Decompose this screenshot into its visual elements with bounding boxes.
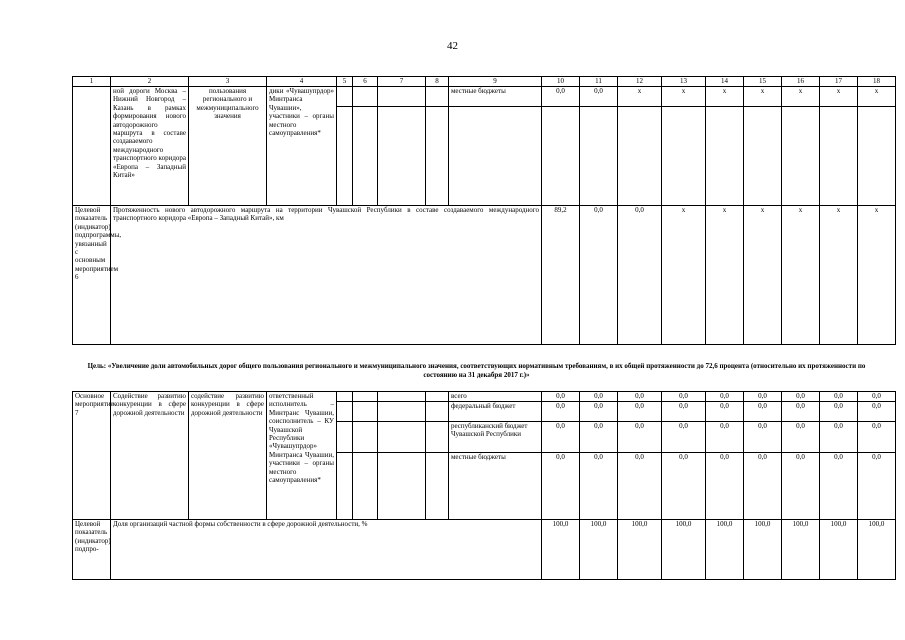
value-cell: 0,0: [580, 453, 618, 520]
col-header: 9: [449, 77, 542, 87]
indicator-text-cell: Протяженность нового автодорожного маршрута на территории Чувашской Республики в составе создаваемого международного транспортного коридора «Европа – Западный Китай», км: [111, 206, 542, 345]
source-cell: местные бюджеты: [449, 453, 542, 520]
value-cell: 0,0: [858, 392, 896, 402]
empty-cell: [426, 87, 449, 107]
value-cell: x: [820, 87, 858, 107]
value-cell: 0,0: [744, 402, 782, 422]
value-cell: x: [744, 206, 782, 345]
event-label-cell: Основное мероприятие 7: [73, 392, 111, 520]
value-cell: 100,0: [662, 520, 706, 580]
empty-cell: [337, 107, 353, 206]
value-cell: 0,0: [820, 422, 858, 453]
empty-cell: [378, 87, 426, 107]
value-cell: x: [820, 206, 858, 345]
label-cell: [73, 87, 111, 206]
table-row: [73, 87, 896, 107]
indicator-label-cell: Целевой показатель (индикатор) подпрограммы, увязанный с основным мероприятием 6: [73, 206, 111, 345]
empty-cell: [426, 453, 449, 520]
value-cell: 0,0: [858, 422, 896, 453]
value-cell: 0,0: [706, 453, 744, 520]
empty-cell: [337, 453, 353, 520]
goal-heading: Цель: «Увеличение доли автомобильных дорог общего пользования регионального и межмуниципального значения, соответствующих нормативным требованиям, в их общей протяженности до 72,6 процента (относительно их протяженности по состоянию на 31 декабря 2017 г.)»: [87, 362, 866, 379]
source-cell: всего: [449, 392, 542, 402]
col-header: 3: [189, 77, 267, 87]
empty-cell: [858, 107, 896, 206]
value-cell: 0,0: [662, 453, 706, 520]
value-cell: 100,0: [820, 520, 858, 580]
value-cell: 0,0: [662, 402, 706, 422]
event-name-cell: Содействие развитию конкуренции в сфере дорожной деятельности: [111, 392, 189, 520]
value-cell: 0,0: [744, 422, 782, 453]
col-header: 14: [706, 77, 744, 87]
table-row: [73, 392, 896, 402]
value-cell: x: [662, 87, 706, 107]
empty-cell: [449, 107, 542, 206]
col-header: 5: [337, 77, 353, 87]
empty-cell: [618, 107, 662, 206]
empty-cell: [426, 392, 449, 402]
value-cell: 0,0: [782, 422, 820, 453]
value-cell: x: [706, 87, 744, 107]
col-header: 6: [353, 77, 378, 87]
executor-cell: дики «Чувашупрдор» Минтранса Чувашии», участники – органы местного самоуправления*: [267, 87, 337, 206]
empty-cell: [378, 402, 426, 422]
value-cell: x: [618, 87, 662, 107]
empty-cell: [337, 402, 353, 422]
value-cell: x: [662, 206, 706, 345]
empty-cell: [426, 422, 449, 453]
value-cell: 0,0: [706, 392, 744, 402]
empty-cell: [378, 392, 426, 402]
source-cell: федеральный бюджет: [449, 402, 542, 422]
empty-cell: [820, 107, 858, 206]
value-cell: x: [706, 206, 744, 345]
value-cell: 0,0: [782, 392, 820, 402]
col-header: 11: [580, 77, 618, 87]
value-cell: 0,0: [744, 392, 782, 402]
value-cell: 0,0: [820, 392, 858, 402]
value-cell: 0,0: [618, 392, 662, 402]
value-cell: 100,0: [782, 520, 820, 580]
value-cell: 0,0: [580, 422, 618, 453]
empty-cell: [337, 87, 353, 107]
value-cell: 0,0: [744, 453, 782, 520]
value-cell: 89,2: [542, 206, 580, 345]
empty-cell: [353, 402, 378, 422]
value-cell: 0,0: [542, 453, 580, 520]
source-cell: местные бюджеты: [449, 87, 542, 107]
col-header: 1: [73, 77, 111, 87]
col-header: 7: [378, 77, 426, 87]
col-header: 15: [744, 77, 782, 87]
value-cell: x: [744, 87, 782, 107]
value-cell: 0,0: [618, 402, 662, 422]
table-row: [73, 206, 896, 345]
value-cell: 0,0: [820, 453, 858, 520]
value-cell: 0,0: [706, 402, 744, 422]
col-header: 2: [111, 77, 189, 87]
col-header: 16: [782, 77, 820, 87]
col3-cell: пользования регионального и межмуниципального значения: [189, 87, 267, 206]
value-cell: 100,0: [858, 520, 896, 580]
value-cell: x: [858, 206, 896, 345]
program-table-bottom: [72, 391, 896, 580]
empty-cell: [353, 422, 378, 453]
value-cell: 0,0: [618, 206, 662, 345]
col-header: 13: [662, 77, 706, 87]
value-cell: x: [858, 87, 896, 107]
value-cell: 0,0: [782, 402, 820, 422]
event-name-cell: ной дороги Москва – Нижний Новгород – Казань в рамках формирования нового автодорожного маршрута в составе создаваемого международного транспортного коридора «Европа – Западный Китай»: [111, 87, 189, 206]
source-cell: республиканский бюджет Чувашской Республики: [449, 422, 542, 453]
empty-cell: [353, 107, 378, 206]
empty-cell: [337, 422, 353, 453]
value-cell: 0,0: [542, 422, 580, 453]
empty-cell: [580, 107, 618, 206]
col-header: 18: [858, 77, 896, 87]
value-cell: 100,0: [580, 520, 618, 580]
empty-cell: [782, 107, 820, 206]
column-number-row: [73, 77, 896, 87]
col-header: 12: [618, 77, 662, 87]
value-cell: 0,0: [580, 392, 618, 402]
value-cell: 0,0: [662, 422, 706, 453]
empty-cell: [378, 107, 426, 206]
page-number: 42: [447, 40, 458, 52]
empty-cell: [353, 453, 378, 520]
value-cell: 0,0: [858, 402, 896, 422]
value-cell: 0,0: [580, 206, 618, 345]
value-cell: 0,0: [858, 453, 896, 520]
value-cell: 0,0: [618, 453, 662, 520]
col-header: 10: [542, 77, 580, 87]
empty-cell: [542, 107, 580, 206]
empty-cell: [353, 392, 378, 402]
value-cell: 100,0: [706, 520, 744, 580]
value-cell: 0,0: [542, 392, 580, 402]
empty-cell: [353, 87, 378, 107]
value-cell: 0,0: [820, 402, 858, 422]
empty-cell: [706, 107, 744, 206]
col-header: 8: [426, 77, 449, 87]
value-cell: 0,0: [580, 87, 618, 107]
value-cell: 100,0: [744, 520, 782, 580]
empty-cell: [426, 402, 449, 422]
value-cell: 0,0: [542, 402, 580, 422]
value-cell: x: [782, 206, 820, 345]
value-cell: 0,0: [618, 422, 662, 453]
value-cell: 100,0: [542, 520, 580, 580]
value-cell: 0,0: [706, 422, 744, 453]
table-row: [73, 520, 896, 580]
empty-cell: [337, 392, 353, 402]
value-cell: 0,0: [782, 453, 820, 520]
value-cell: 100,0: [618, 520, 662, 580]
value-cell: x: [782, 87, 820, 107]
program-table-top: [72, 76, 896, 345]
empty-cell: [378, 422, 426, 453]
empty-cell: [378, 453, 426, 520]
value-cell: 0,0: [580, 402, 618, 422]
col3-cell: содействие развитию конкуренции в сфере дорожной деятельности: [189, 392, 267, 520]
indicator-label-cell: Целевой показатель (индикатор) подпро-: [73, 520, 111, 580]
executor-cell: ответственный исполнитель – Минтранс Чувашии, соисполнитель – КУ Чувашской Республики «Чувашупрдор» Минтранса Чувашии, участники – органы местного самоуправления*: [267, 392, 337, 520]
empty-cell: [426, 107, 449, 206]
indicator-text-cell: Доля организаций частной формы собственности в сфере дорожной деятельности, %: [111, 520, 542, 580]
value-cell: 0,0: [542, 87, 580, 107]
empty-cell: [744, 107, 782, 206]
empty-cell: [662, 107, 706, 206]
value-cell: 0,0: [662, 392, 706, 402]
col-header: 4: [267, 77, 337, 87]
col-header: 17: [820, 77, 858, 87]
